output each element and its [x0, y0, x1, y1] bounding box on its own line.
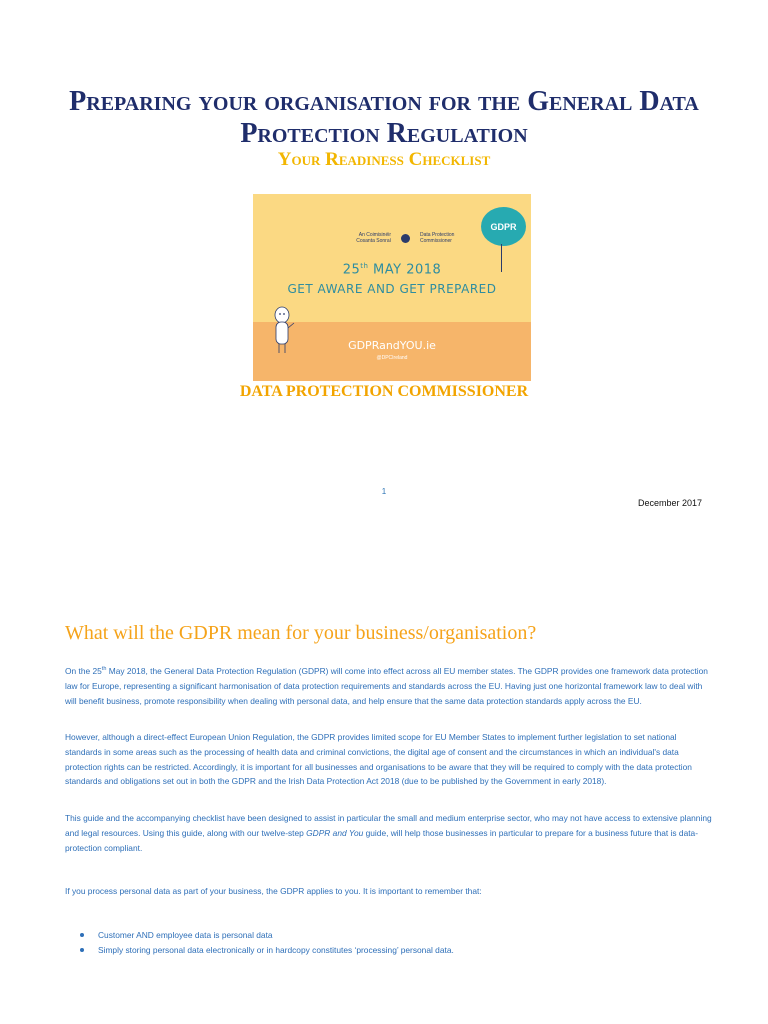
document-subtitle: Your Readiness Checklist: [277, 149, 491, 170]
document-date: December 2017: [637, 498, 702, 508]
paragraph-applies: [65, 884, 713, 899]
balloon-label: GDPR: [490, 221, 517, 232]
p1-start: On the 25: [65, 666, 102, 676]
page-number: 1: [381, 487, 387, 496]
banner-date-suffix: th: [360, 262, 369, 270]
dpc-logo: [343, 232, 468, 244]
paragraph-guide: [65, 811, 713, 855]
p2-text: However, although a direct-effect European Union Regulation, the GDPR provides limited scope for EU Member States to implement further legislation to set national standards in some areas such as the processing of health data and criminal convictions, the digital age of consent and the circumstances in which an individual's data protection rights can be restricted. Accordingly, it is important for all businesses and organisations to be aware that they will be required to comply with the data protection standards and obligations set out in both the GDPR and the Irish Data Protection Act 2018 (due to be published by the Government in early 2018).: [65, 732, 692, 787]
p3-rest: guide, will help those businesses in particular to prepare for a business future that is data-protection compliant.: [65, 827, 699, 853]
bullet-list: [65, 928, 454, 958]
gdpr-balloon-icon: [481, 207, 526, 246]
banner-date-rest: MAY 2018: [368, 262, 442, 278]
p3-guide-title: GDPR and You: [306, 827, 364, 838]
section-heading: What will the GDPR mean for your business/organisation?: [65, 622, 537, 644]
document-title: Preparing your organisation for the General Data Protection Regulation: [69, 86, 699, 149]
logo-text-english: Data Protection Commissioner: [420, 232, 455, 244]
banner-date: [253, 262, 531, 277]
paragraph-intro: [65, 664, 713, 708]
gdpr-banner-image: [253, 194, 531, 381]
p1-rest: May 2018, the General Data Protection Regulation (GDPR) will come into effect across all EU member states. The GDPR provides one framework data protection law for Europe, representing a significant harmonisation of data protection requirements and standards across the EU. Having just one horizontal framework law to deal with will benefit business, promote responsibility when dealing with personal data, and help ensure that the same data protection standards apply across the EU.: [65, 666, 708, 706]
p4-text: If you process personal data as part of your business, the GDPR applies to you. It is important to remember that:: [65, 886, 482, 896]
p1-superscript: th: [101, 666, 107, 673]
p3-start: This guide and the accompanying checklist have been designed to assist in particular the small and medium enterprise sector, who may not have access to extensive planning and legal resources. Using this guide, along with our twelve-step: [65, 813, 712, 838]
logo-text-irish: An Coimisinéir Cosanta Sonraí: [356, 232, 391, 244]
harp-seal-icon: [401, 234, 410, 243]
paragraph-scope: [65, 730, 713, 789]
banner-twitter-handle: @DPCIreland: [376, 355, 408, 361]
list-item: Customer AND employee data is personal data: [98, 928, 454, 943]
list-item: Simply storing personal data electronically or in hardcopy constitutes ‘processing’ personal data.: [98, 943, 454, 958]
banner-date-day: 25: [342, 262, 361, 278]
organisation-name: DATA PROTECTION COMMISSIONER: [239, 383, 529, 400]
banner-tagline: GET AWARE AND GET PREPARED: [287, 282, 497, 296]
banner-website: GDPRandYOU.ie: [348, 339, 436, 352]
